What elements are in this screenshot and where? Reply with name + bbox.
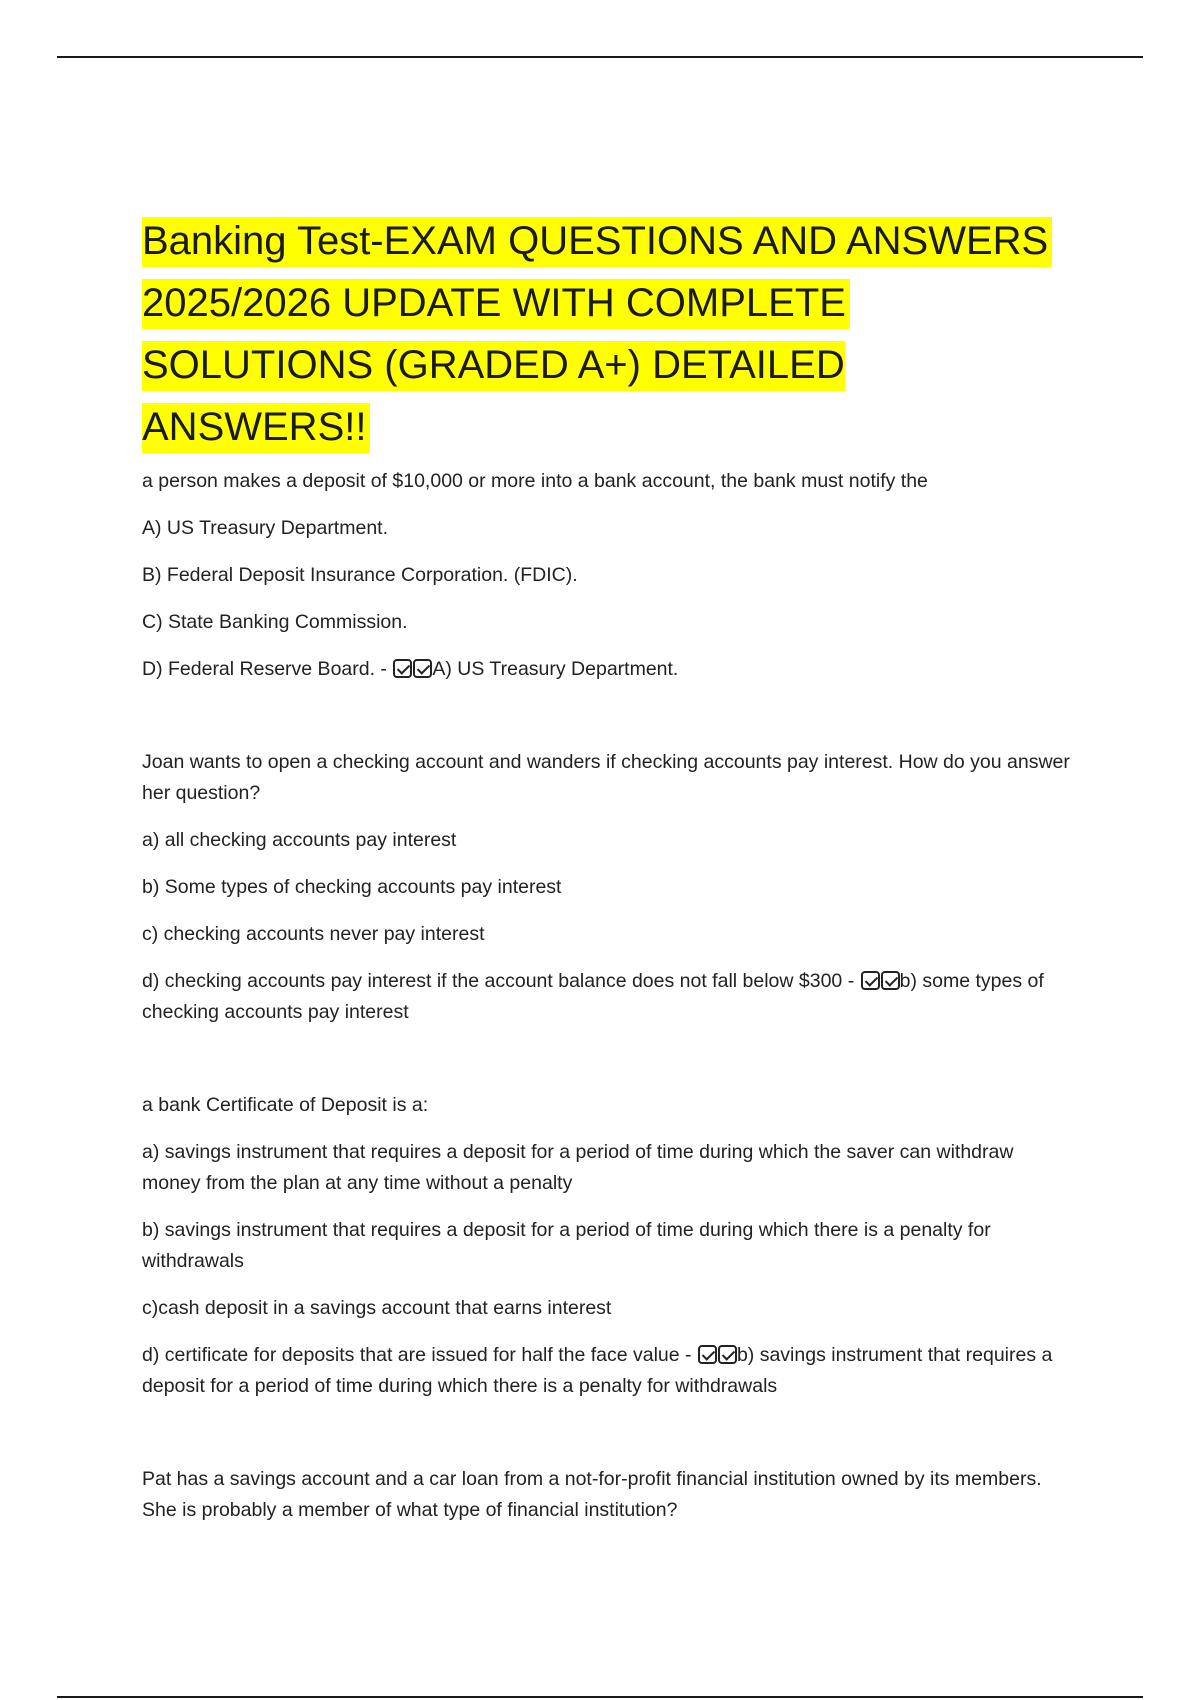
- bottom-rule: [57, 1696, 1143, 1698]
- question-3: [142, 1090, 1072, 1402]
- question-4: [142, 1464, 1072, 1526]
- correct-answer: b) savings instrument that requires a deposit for a period of time during which there is a penalty for withdrawals: [142, 1344, 1053, 1397]
- answer-option: b) savings instrument that requires a deposit for a period of time during which there is a penalty for withdrawals: [142, 1219, 991, 1272]
- answer-option-with-key: [142, 966, 1072, 1028]
- answer-option: a) all checking accounts pay interest: [142, 829, 457, 851]
- title-line-3: SOLUTIONS (GRADED A+) DETAILED ANSWERS!!: [142, 341, 845, 453]
- checkbox-icon: [861, 971, 880, 990]
- answer-option-text: d) checking accounts pay interest if the account balance does not fall below $300 -: [142, 970, 860, 992]
- correct-answer: A) US Treasury Department.: [432, 658, 679, 680]
- question-prompt: a bank Certificate of Deposit is a:: [142, 1094, 429, 1116]
- checkbox-icon: [393, 659, 412, 678]
- document-body: [142, 210, 1072, 1542]
- answer-option: c) checking accounts never pay interest: [142, 923, 485, 945]
- title-line-1: Banking Test-EXAM QUESTIONS AND ANSWERS: [142, 217, 1052, 267]
- question-prompt: Pat has a savings account and a car loan from a not-for-profit financial institution owned by its members. She is probably a member of what type of financial institution?: [142, 1468, 1042, 1521]
- title-line-2: 2025/2026 UPDATE WITH COMPLETE: [142, 279, 850, 329]
- correct-answer: b) some types of checking accounts pay interest: [142, 970, 1044, 1023]
- spacer: [142, 1418, 1072, 1464]
- checkbox-icon: [698, 1345, 717, 1364]
- answer-option: C) State Banking Commission.: [142, 611, 408, 633]
- answer-option-with-key: [142, 1340, 1072, 1402]
- answer-option: B) Federal Deposit Insurance Corporation. (FDIC).: [142, 564, 578, 586]
- question-2: [142, 747, 1072, 1028]
- question-prompt: Joan wants to open a checking account and wanders if checking accounts pay interest. How do you answer her question?: [142, 751, 1070, 804]
- spacer: [142, 1044, 1072, 1090]
- answer-option-text: D) Federal Reserve Board. -: [142, 658, 393, 680]
- checkbox-icon: [881, 971, 900, 990]
- question-prompt: a person makes a deposit of $10,000 or more into a bank account, the bank must notify the: [142, 470, 928, 492]
- answer-option: b) Some types of checking accounts pay interest: [142, 876, 562, 898]
- answer-option-text: d) certificate for deposits that are issued for half the face value -: [142, 1344, 697, 1366]
- spacer: [142, 701, 1072, 747]
- top-rule: [57, 56, 1143, 58]
- checkbox-icon: [718, 1345, 737, 1364]
- checkbox-icon: [413, 659, 432, 678]
- answer-option: A) US Treasury Department.: [142, 517, 388, 539]
- answer-option: a) savings instrument that requires a deposit for a period of time during which the saver can withdraw money from the plan at any time without a penalty: [142, 1141, 1014, 1194]
- answer-option-with-key: [142, 654, 1072, 685]
- document-title: [142, 210, 1072, 458]
- answer-option: c)cash deposit in a savings account that earns interest: [142, 1297, 612, 1319]
- question-1: [142, 466, 1072, 685]
